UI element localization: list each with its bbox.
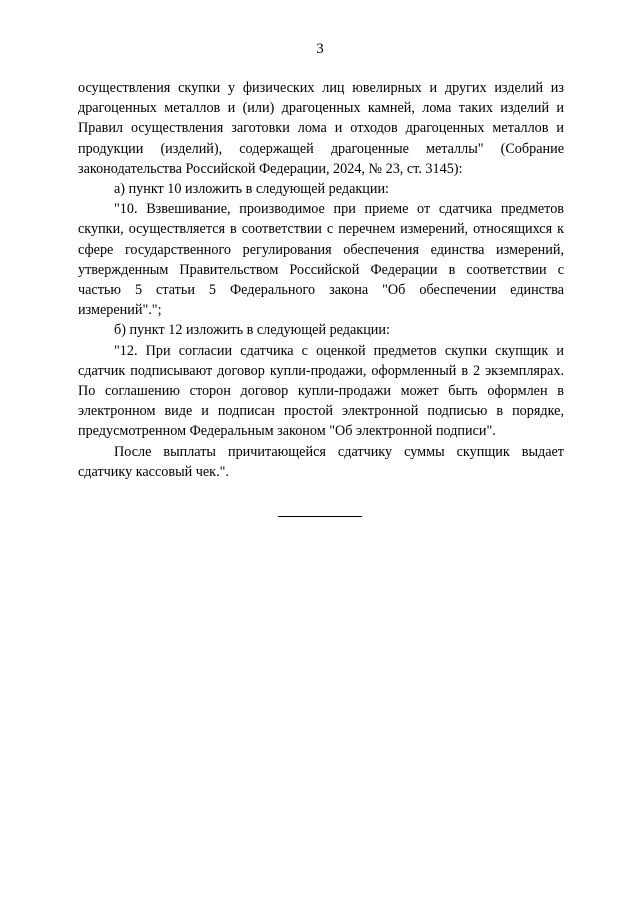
paragraph-clause-12-end: После выплаты причитающейся сдатчику суммы скупщик выдает сдатчику кассовый чек.". — [78, 443, 564, 480]
paragraph-subitem-b: б) пункт 12 изложить в следующей редакции: — [114, 322, 390, 339]
end-of-text-rule — [278, 516, 362, 517]
paragraph-subitem-a: а) пункт 10 изложить в следующей редакции: — [114, 181, 389, 198]
document-body — [78, 78, 564, 482]
paragraph-clause-12: "12. При согласии сдатчика с оценкой предметов скупки скупщик и сдатчик подписывают договор купли-продажи, оформленный в 2 экземплярах. По соглашению сторон договор купли-продажи может быть оформлен в электронном виде и подписан простой электронной подписью в порядке, предусмотренном Федеральным законом "Об электронной подписи". — [78, 342, 564, 440]
paragraph-clause-10: "10. Взвешивание, производимое при приеме от сдатчика предметов скупки, осуществляется в соответствии с перечнем измерений, относящихся к сфере государственного регулирования обеспечения единства измерений, утвержденным Правительством Российской Федерации в соответствии с частью 5 статьи 5 Федерального закона "Об обеспечении единства измерений"."; — [78, 201, 564, 319]
page-number: 3 — [316, 41, 324, 57]
paragraph-continuation: осуществления скупки у физических лиц ювелирных и других изделий из драгоценных металлов и (или) драгоценных камней, лома таких изделий и Правил осуществления заготовки лома и отходов драгоценных металлов и продукции (изделий), содержащей драгоценные металлы" (Собрание законодательства Российской Федерации, 2024, № 23, ст. 3145): — [78, 80, 564, 177]
